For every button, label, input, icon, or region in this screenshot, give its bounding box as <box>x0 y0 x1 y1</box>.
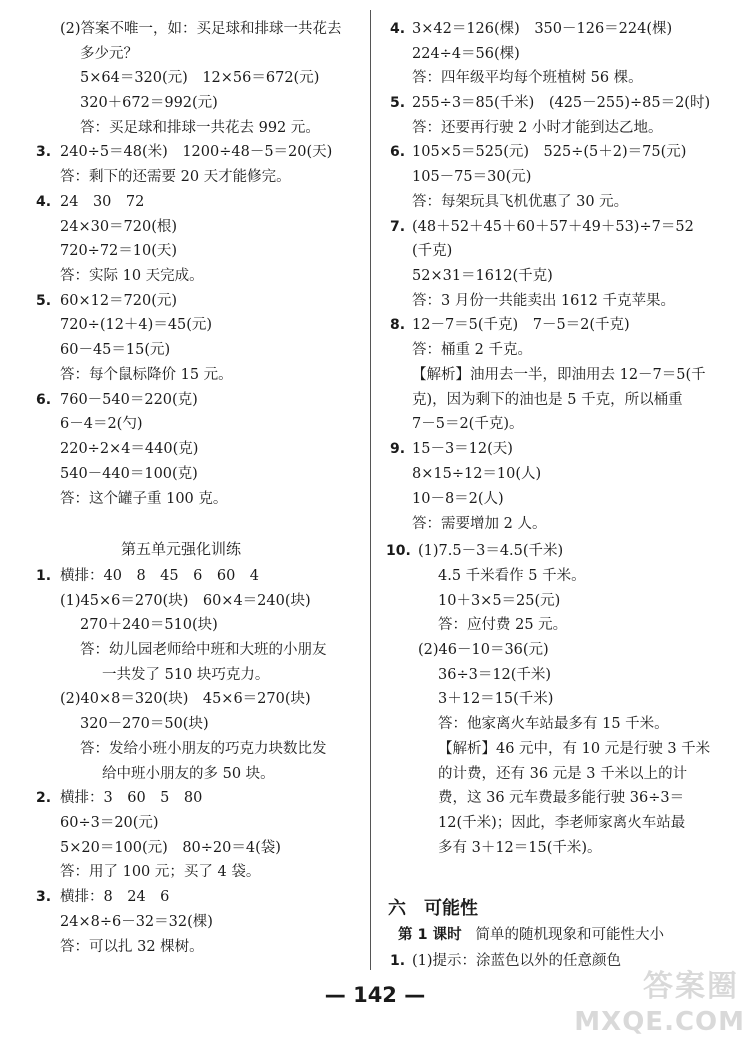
answer-line: 答：剩下的还需要 20 天才能修完。 <box>60 169 291 185</box>
answer-line: 4.5 千米看作 5 千米。 <box>438 568 586 584</box>
answer-line: 答：他家离火车站最多有 15 千米。 <box>438 716 669 732</box>
answer-line: 224÷4＝56(棵) <box>412 46 520 62</box>
answer-line: 60÷3＝20(元) <box>60 815 159 831</box>
lesson-name: 简单的随机现象和可能性大小 <box>475 927 665 943</box>
answer-line: 12－7＝5(千克) 7－5＝2(千克) <box>412 317 630 333</box>
answer-line: (2)46－10＝36(元) <box>418 642 549 658</box>
answer-line: 答：每个鼠标降价 15 元。 <box>60 367 233 383</box>
question-number: 3. <box>36 144 52 160</box>
analysis-line: 多有 3＋12＝15(千米)。 <box>438 840 602 856</box>
question-number: 5. <box>36 293 52 309</box>
answer-line: (千克) <box>412 243 453 259</box>
answer-line: (2)答案不唯一，如：买足球和排球一共花去 <box>60 21 342 37</box>
question-number: 9. <box>390 441 406 457</box>
analysis-line: 的计费，还有 36 元是 3 千米以上的计 <box>438 766 688 782</box>
answer-line: 横排：3 60 5 80 <box>60 790 203 806</box>
answer-line: (1)7.5－3＝4.5(千米) <box>418 543 564 559</box>
answer-line: (1)45×6＝270(块) 60×4＝240(块) <box>60 593 311 609</box>
analysis-line: 克)，因为剩下的油也是 5 千克，所以桶重 <box>412 392 683 408</box>
answer-line: 答：买足球和排球一共花去 992 元。 <box>80 120 320 136</box>
answer-line: 105－75＝30(元) <box>412 169 532 185</box>
answer-line: 答：每架玩具飞机优惠了 30 元。 <box>412 194 629 210</box>
page-number: — 142 — <box>324 983 426 1007</box>
answer-line: 60－45＝15(元) <box>60 342 171 358</box>
watermark-logo: 答案圈 <box>643 969 739 1004</box>
answer-line: 答：可以扎 32 棵树。 <box>60 939 204 955</box>
answer-line: 760－540＝220(克) <box>60 392 198 408</box>
question-number: 1. <box>390 953 406 969</box>
answer-line: 多少元？ <box>80 46 138 62</box>
answer-line: (48＋52＋45＋60＋57＋49＋53)÷7＝52 <box>412 219 694 235</box>
answer-line: 答：3 月份一共能卖出 1612 千克苹果。 <box>412 293 675 309</box>
answer-line: 答：幼儿园老师给中班和大班的小朋友 <box>80 642 327 658</box>
answer-line: (1)提示：涂蓝色以外的任意颜色 <box>412 953 622 969</box>
question-number: 6. <box>390 144 406 160</box>
analysis-line: 【解析】油用去一半，即油用去 12－7＝5(千 <box>412 367 706 383</box>
question-number: 5. <box>390 95 406 111</box>
lesson-tag: 第 1 课时 <box>398 927 462 943</box>
answer-line: 52×31＝1612(千克) <box>412 268 553 284</box>
answer-line: 答：需要增加 2 人。 <box>412 516 547 532</box>
answer-line: 给中班小朋友的多 50 块。 <box>102 766 275 782</box>
answer-line: 10－8＝2(人) <box>412 491 504 507</box>
question-number: 10. <box>386 543 411 559</box>
answer-line: 答：用了 100 元；买了 4 袋。 <box>60 864 261 880</box>
answer-line: 答：这个罐子重 100 克。 <box>60 491 228 507</box>
answer-line: 720÷(12＋4)＝45(元) <box>60 317 213 333</box>
lesson-title <box>398 924 664 946</box>
question-number: 4. <box>390 21 406 37</box>
answer-line: 横排：8 24 6 <box>60 889 170 905</box>
answer-line: 15－3＝12(天) <box>412 441 513 457</box>
question-number: 3. <box>36 889 52 905</box>
answer-line: 6－4＝2(勺) <box>60 416 143 432</box>
answer-line: 一共发了 510 块巧克力。 <box>102 667 270 683</box>
answer-line: 答：发给小班小朋友的巧克力块数比发 <box>80 741 327 757</box>
answer-line: 3×42＝126(棵) 350－126＝224(棵) <box>412 21 673 37</box>
watermark-url: MXQE.COM <box>574 1007 745 1037</box>
answer-line: 36÷3＝12(千米) <box>438 667 552 683</box>
analysis-line: 7－5＝2(千克)。 <box>412 416 524 432</box>
analysis-line: 费，这 36 元车费最多能行驶 36÷3＝ <box>438 790 685 806</box>
answer-line: 105×5＝525(元) 525÷(5＋2)＝75(元) <box>412 144 687 160</box>
answer-line: 5×20＝100(元) 80÷20＝4(袋) <box>60 840 281 856</box>
analysis-line: 12(千米)；因此，李老师家离火车站最 <box>438 815 686 831</box>
answer-line: 3＋12＝15(千米) <box>438 691 554 707</box>
question-number: 7. <box>390 219 406 235</box>
answer-line: 60×12＝720(元) <box>60 293 178 309</box>
answer-line: 24 30 72 <box>60 194 145 210</box>
question-number: 6. <box>36 392 52 408</box>
answer-line: 270＋240＝510(块) <box>80 617 218 633</box>
answer-line: 24×30＝720(根) <box>60 219 178 235</box>
answer-line: 220÷2×4＝440(克) <box>60 441 199 457</box>
answer-line: 255÷3＝85(千米) (425－255)÷85＝2(时) <box>412 95 711 111</box>
answer-line: 5×64＝320(元) 12×56＝672(元) <box>80 70 320 86</box>
answer-line: 答：还要再行驶 2 小时才能到达乙地。 <box>412 120 663 136</box>
answer-line: 8×15÷12＝10(人) <box>412 466 542 482</box>
answer-line: 24×8÷6－32＝32(棵) <box>60 914 213 930</box>
answer-line: 横排：40 8 45 6 60 4 <box>60 568 260 584</box>
chapter-title: 六 可能性 <box>388 898 478 919</box>
question-number: 2. <box>36 790 52 806</box>
answer-line: 答：四年级平均每个班植树 56 棵。 <box>412 70 643 86</box>
question-number: 4. <box>36 194 52 210</box>
answer-line: 10＋3×5＝25(元) <box>438 593 561 609</box>
section-title: 第五单元强化训练 <box>120 540 241 558</box>
column-divider <box>370 10 371 970</box>
answer-line: 720÷72＝10(天) <box>60 243 178 259</box>
answer-line: 答：桶重 2 千克。 <box>412 342 532 358</box>
answer-line: 答：实际 10 天完成。 <box>60 268 204 284</box>
answer-line: 540－440＝100(克) <box>60 466 198 482</box>
question-number: 1. <box>36 568 52 584</box>
answer-line: 320＋672＝992(元) <box>80 95 218 111</box>
answer-line: (2)40×8＝320(块) 45×6＝270(块) <box>60 691 311 707</box>
analysis-line: 【解析】46 元中，有 10 元是行驶 3 千米 <box>438 741 711 757</box>
answer-line: 240÷5＝48(米) 1200÷48－5＝20(天) <box>60 144 333 160</box>
watermark <box>575 970 745 1036</box>
question-number: 8. <box>390 317 406 333</box>
answer-line: 答：应付费 25 元。 <box>438 617 568 633</box>
answer-line: 320－270＝50(块) <box>80 716 209 732</box>
